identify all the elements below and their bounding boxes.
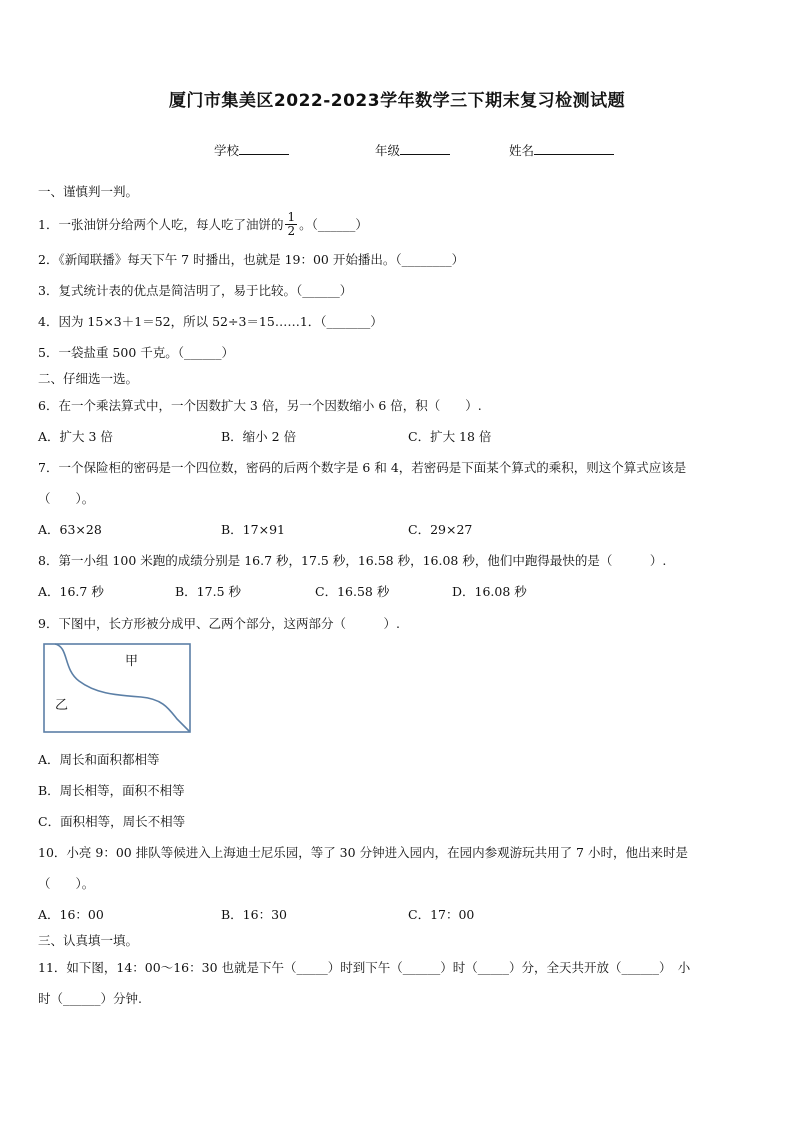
- name-field: [509, 141, 614, 159]
- q8-option-b[interactable]: B．17.5 秒: [175, 584, 241, 599]
- fraction-numerator: 1: [287, 210, 296, 224]
- name-label: 姓名: [509, 143, 535, 158]
- q6-option-c[interactable]: C．扩大 18 倍: [408, 429, 492, 444]
- section-2-heading: 二、仔细选一选。: [38, 371, 139, 386]
- question-6-stem: 6．在一个乘法算式中，一个因数扩大 3 倍，另一个因数缩小 6 倍，积（ ）.: [38, 398, 482, 413]
- dividing-curve: [55, 644, 190, 732]
- question-11-line1: 11．如下图，14：00～16：30 也就是下午（_____）时到下午（______）时（_____）分，全天共开放（______） 小: [38, 960, 691, 975]
- q7-option-b[interactable]: B．17×91: [221, 522, 285, 537]
- question-2: 2．《新闻联播》每天下午 7 时播出，也就是 19：00 开始播出。（________）: [38, 252, 465, 267]
- q7-option-a[interactable]: A．63×28: [38, 522, 102, 537]
- fraction-denominator: 2: [287, 224, 296, 238]
- q6-option-a[interactable]: A．扩大 3 倍: [38, 429, 113, 444]
- q8-option-a[interactable]: A．16.7 秒: [38, 584, 104, 599]
- q8-option-c[interactable]: C．16.58 秒: [315, 584, 390, 599]
- q10-option-b[interactable]: B．16：30: [221, 907, 287, 922]
- q1-answer-blank: 。（______）: [299, 217, 368, 232]
- section-3-heading: 三、认真填一填。: [38, 933, 139, 948]
- question-3: 3．复式统计表的优点是简洁明了，易于比较。（______）: [38, 283, 353, 298]
- school-blank[interactable]: [239, 142, 289, 155]
- q9-option-c[interactable]: C．面积相等，周长不相等: [38, 814, 186, 829]
- question-11-line2: 时（______）分钟.: [38, 991, 142, 1006]
- question-10-stem-line1: 10．小亮 9：00 排队等候进入上海迪士尼乐园，等了 30 分钟进入园内，在园内参观游玩共用了 7 小时，他出来时是: [38, 845, 688, 860]
- label-jia: 甲: [125, 654, 139, 669]
- name-blank[interactable]: [534, 142, 614, 155]
- q7-option-c[interactable]: C．29×27: [408, 522, 473, 537]
- fraction-one-half: [285, 211, 297, 238]
- question-4: 4．因为 15×3＋1＝52，所以 52÷3＝15……1．（_______）: [38, 314, 383, 329]
- school-label: 学校: [214, 143, 240, 158]
- question-7-stem-line1: 7．一个保险柜的密码是一个四位数，密码的后两个数字是 6 和 4，若密码是下面某个算式的乘积，则这个算式应该是: [38, 460, 687, 475]
- q1-text: 1．一张油饼分给两个人吃，每人吃了油饼的: [38, 217, 284, 232]
- q10-option-c[interactable]: C．17：00: [408, 907, 475, 922]
- question-10-stem-line2: （ ）。: [38, 876, 95, 891]
- label-yi: 乙: [55, 698, 69, 713]
- q6-option-b[interactable]: B．缩小 2 倍: [221, 429, 297, 444]
- question-5: 5．一袋盐重 500 千克。（______）: [38, 345, 235, 360]
- page-title: 厦门市集美区2022-2023学年数学三下期末复习检测试题: [168, 91, 626, 111]
- q9-option-a[interactable]: A．周长和面积都相等: [38, 752, 160, 767]
- q10-option-a[interactable]: A．16：00: [38, 907, 104, 922]
- question-7-stem-line2: （ ）。: [38, 491, 95, 506]
- question-8-stem: 8．第一小组 100 米跑的成绩分别是 16.7 秒，17.5 秒，16.58 秒，16.08 秒，他们中跑得最快的是（ ）.: [38, 553, 667, 568]
- q9-option-b[interactable]: B．周长相等，面积不相等: [38, 783, 185, 798]
- rectangle-split-figure: [43, 643, 191, 733]
- grade-field: [375, 141, 450, 159]
- question-1: [38, 212, 368, 239]
- grade-label: 年级: [375, 143, 401, 158]
- question-9-stem: 9．下图中，长方形被分成甲、乙两个部分，这两部分（ ）.: [38, 616, 400, 631]
- q8-option-d[interactable]: D．16.08 秒: [452, 584, 527, 599]
- school-field: [214, 141, 289, 159]
- section-1-heading: 一、谨慎判一判。: [38, 184, 139, 199]
- grade-blank[interactable]: [400, 142, 450, 155]
